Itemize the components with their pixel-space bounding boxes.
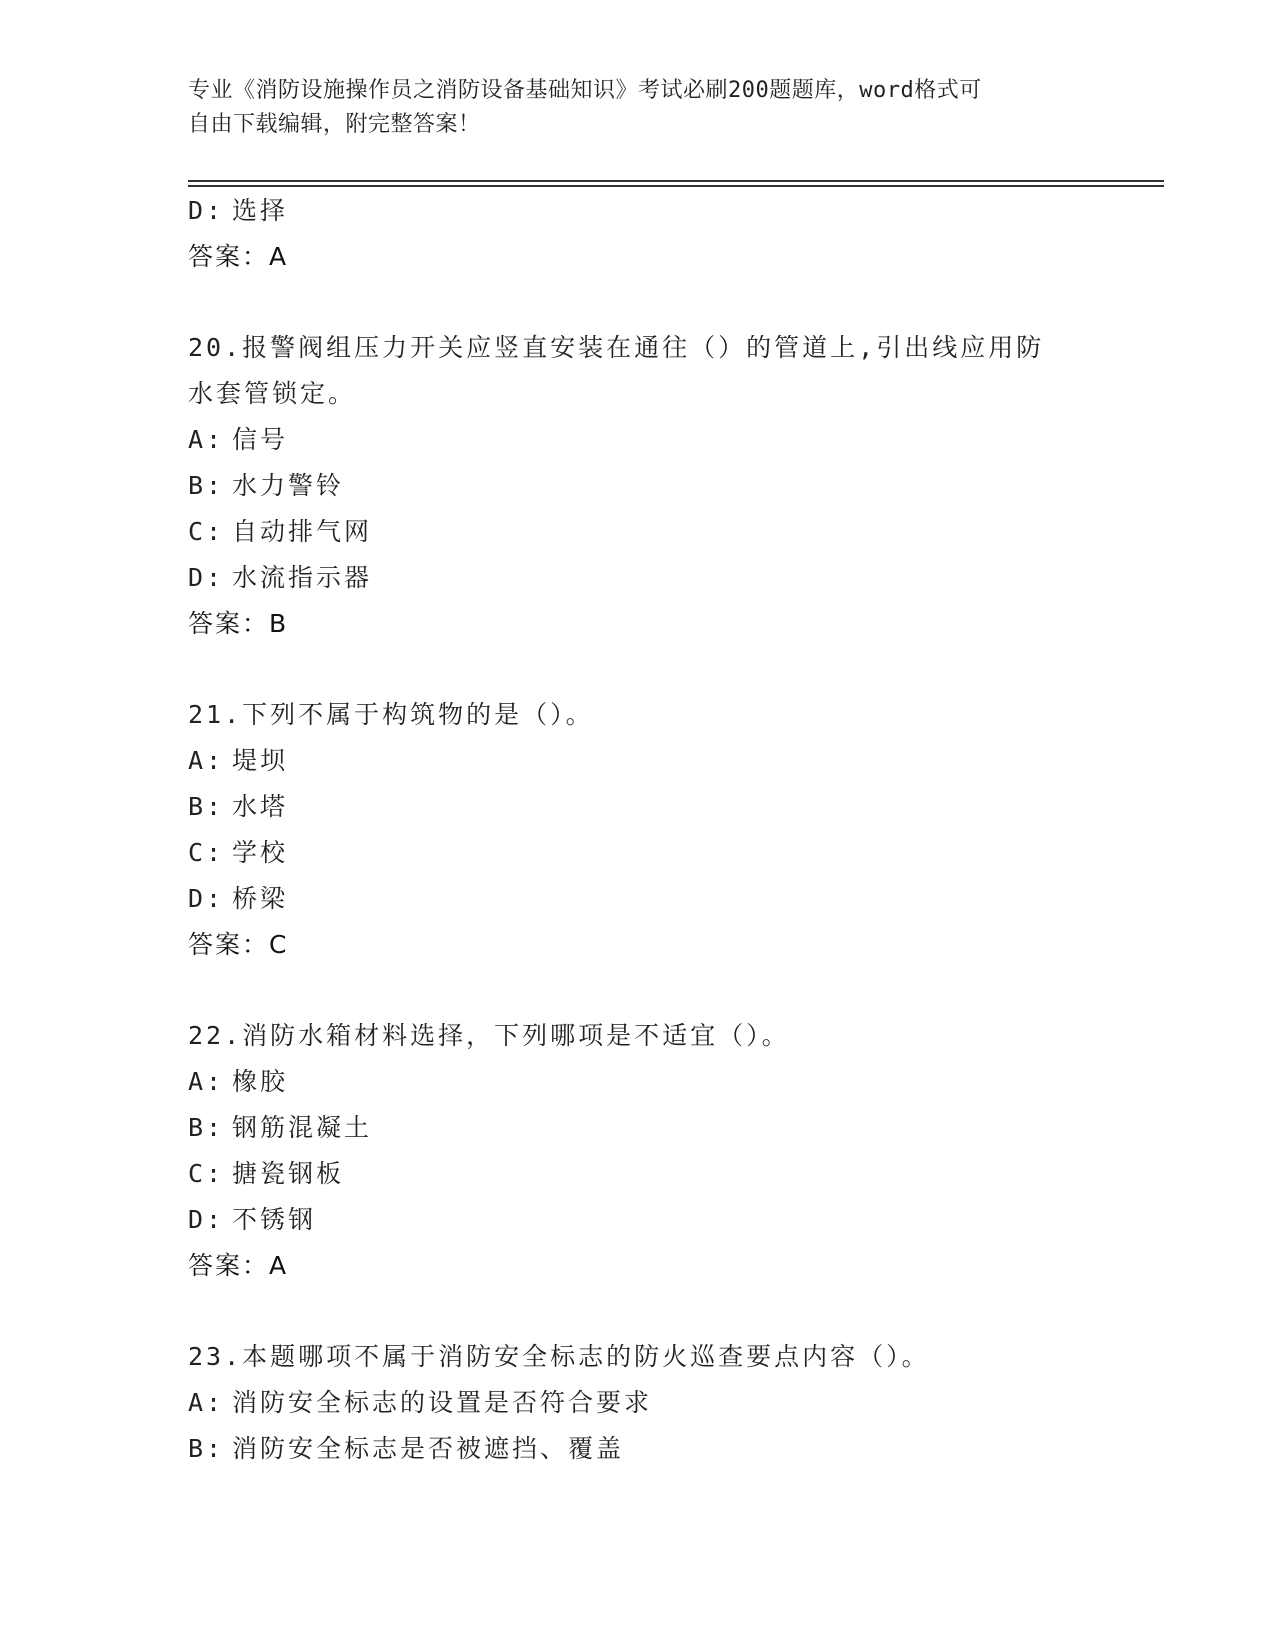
option-key: A: xyxy=(188,746,225,775)
option-key: C: xyxy=(188,1159,225,1188)
header-rule-top xyxy=(188,180,1164,182)
option-d xyxy=(188,555,1088,601)
question-20 xyxy=(188,325,1088,647)
option-key: B: xyxy=(188,1434,225,1463)
option-text: 消防安全标志的设置是否符合要求 xyxy=(232,1388,653,1417)
answer-line: 答案：A xyxy=(188,242,289,271)
option-text: 搪瓷钢板 xyxy=(232,1159,345,1188)
option-text: 堤坝 xyxy=(232,746,289,775)
option-text: 桥梁 xyxy=(232,884,289,913)
option-key: B: xyxy=(188,792,225,821)
option-text: 橡胶 xyxy=(232,1067,289,1096)
option-key: B: xyxy=(188,471,225,500)
option-text: 选择 xyxy=(232,196,289,225)
option-key: C: xyxy=(188,517,225,546)
option-text: 消防安全标志是否被遮挡、覆盖 xyxy=(232,1434,625,1463)
option-text: 水力警铃 xyxy=(232,471,345,500)
header-line-1: 专业《消防设施操作员之消防设备基础知识》考试必刷200题题库，word格式可 xyxy=(188,78,982,103)
question-23 xyxy=(188,1334,1088,1472)
option-key: A: xyxy=(188,425,225,454)
option-text: 钢筋混凝土 xyxy=(232,1113,373,1142)
header-rule-bottom xyxy=(188,185,1164,187)
option-b xyxy=(188,1426,1088,1472)
option-key: A: xyxy=(188,1388,225,1417)
option-key: B: xyxy=(188,1113,225,1142)
option-d xyxy=(188,876,1088,922)
option-key: D: xyxy=(188,1205,225,1234)
option-text: 水塔 xyxy=(232,792,289,821)
option-key: D: xyxy=(188,563,225,592)
question-21 xyxy=(188,692,1088,968)
question-22 xyxy=(188,1013,1088,1289)
option-d xyxy=(188,188,1088,234)
header-line-2: 自由下载编辑，附完整答案！ xyxy=(188,112,481,137)
option-a xyxy=(188,1380,1088,1426)
answer-line: 答案：B xyxy=(188,609,289,638)
question-stem: 22.消防水箱材料选择，下列哪项是不适宜（）。 xyxy=(188,1021,790,1050)
option-key: A: xyxy=(188,1067,225,1096)
option-text: 信号 xyxy=(232,425,289,454)
option-a xyxy=(188,738,1088,784)
option-key: D: xyxy=(188,196,225,225)
option-a xyxy=(188,417,1088,463)
question-stem: 20.报警阀组压力开关应竖直安装在通往（）的管道上,引出线应用防 xyxy=(188,333,1045,362)
question-list xyxy=(188,188,1088,1472)
answer-line: 答案：A xyxy=(188,1251,289,1280)
option-c xyxy=(188,830,1088,876)
option-text: 学校 xyxy=(232,838,289,867)
option-c xyxy=(188,509,1088,555)
question-stem-continued: 水套管锁定。 xyxy=(188,379,357,408)
question-stem: 21.下列不属于构筑物的是（）。 xyxy=(188,700,594,729)
option-b xyxy=(188,784,1088,830)
option-key: D: xyxy=(188,884,225,913)
option-b xyxy=(188,463,1088,509)
option-d xyxy=(188,1197,1088,1243)
question-stem: 23.本题哪项不属于消防安全标志的防火巡查要点内容（）。 xyxy=(188,1342,930,1371)
document-header xyxy=(188,74,1068,142)
option-a xyxy=(188,1059,1088,1105)
option-text: 水流指示器 xyxy=(232,563,373,592)
answer-line: 答案：C xyxy=(188,930,289,959)
option-b xyxy=(188,1105,1088,1151)
option-c xyxy=(188,1151,1088,1197)
option-key: C: xyxy=(188,838,225,867)
option-text: 自动排气网 xyxy=(232,517,373,546)
option-text: 不锈钢 xyxy=(232,1205,317,1234)
